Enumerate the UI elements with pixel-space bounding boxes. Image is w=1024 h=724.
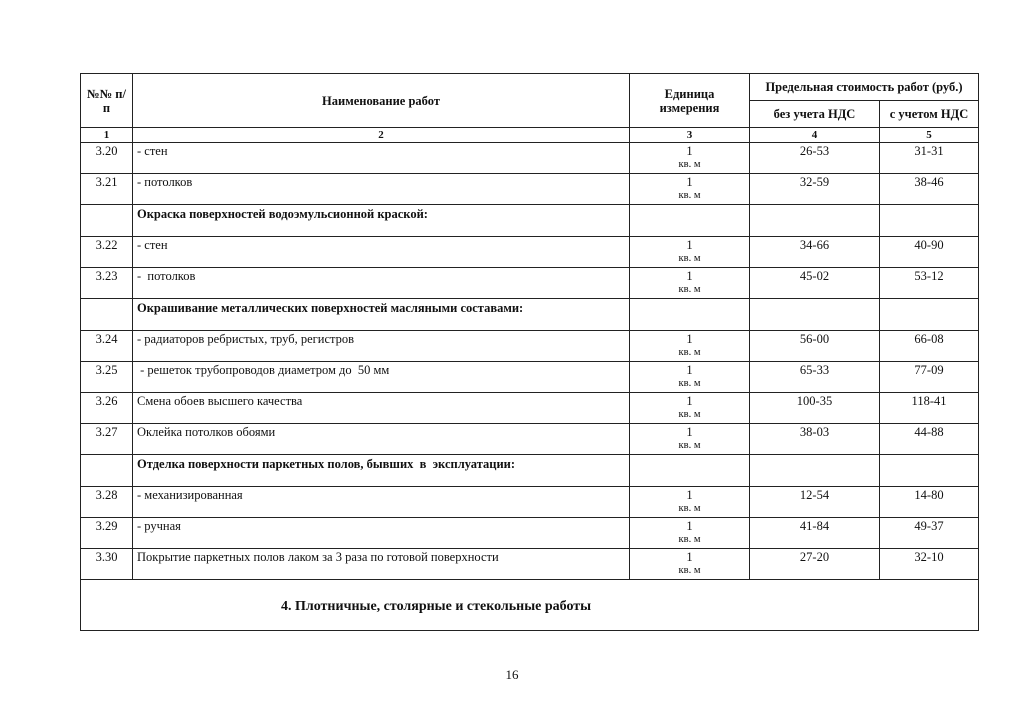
unit-qty: 1 <box>686 175 693 189</box>
table-row <box>81 174 979 205</box>
header-number-4: 4 <box>750 128 880 143</box>
row-number: 3.25 <box>81 362 133 393</box>
unit-qty: 1 <box>686 550 693 564</box>
price-without-vat: 56-00 <box>750 331 880 362</box>
price-without-vat: 100-35 <box>750 393 880 424</box>
unit-label: кв. м <box>678 534 701 545</box>
table-row <box>81 268 979 299</box>
header-name: Наименование работ <box>133 74 630 128</box>
table-row <box>81 143 979 174</box>
empty-cell <box>750 299 880 331</box>
price-with-vat: 14-80 <box>880 487 979 518</box>
unit-label: кв. м <box>678 284 701 295</box>
price-with-vat: 49-37 <box>880 518 979 549</box>
row-unit <box>630 331 750 362</box>
empty-cell <box>81 299 133 331</box>
row-name: - потолков <box>133 268 630 299</box>
row-unit <box>630 424 750 455</box>
section-row <box>81 205 979 237</box>
section-title: Окраска поверхностей водоэмульсионной краской: <box>133 205 630 237</box>
row-unit <box>630 174 750 205</box>
row-name: - потолков <box>133 174 630 205</box>
row-unit <box>630 362 750 393</box>
row-unit <box>630 549 750 580</box>
empty-cell <box>750 455 880 487</box>
unit-label: кв. м <box>678 159 701 170</box>
price-without-vat: 27-20 <box>750 549 880 580</box>
unit-label: кв. м <box>678 565 701 576</box>
table-row <box>81 518 979 549</box>
price-with-vat: 40-90 <box>880 237 979 268</box>
table-row <box>81 424 979 455</box>
table-row <box>81 237 979 268</box>
unit-label: кв. м <box>678 378 701 389</box>
row-unit <box>630 393 750 424</box>
page-number: 16 <box>505 667 519 682</box>
table-row <box>81 487 979 518</box>
empty-cell <box>880 205 979 237</box>
unit-label: кв. м <box>678 190 701 201</box>
row-unit <box>630 143 750 174</box>
row-unit <box>630 237 750 268</box>
header-with-vat: с учетом НДС <box>880 101 979 128</box>
row-name: - механизированная <box>133 487 630 518</box>
unit-label: кв. м <box>678 409 701 420</box>
row-number: 3.21 <box>81 174 133 205</box>
empty-cell <box>630 205 750 237</box>
price-with-vat: 118-41 <box>880 393 979 424</box>
unit-qty: 1 <box>686 363 693 377</box>
unit-label: кв. м <box>678 253 701 264</box>
row-number: 3.28 <box>81 487 133 518</box>
empty-cell <box>81 455 133 487</box>
price-with-vat: 31-31 <box>880 143 979 174</box>
row-unit <box>630 268 750 299</box>
row-number: 3.22 <box>81 237 133 268</box>
price-without-vat: 26-53 <box>750 143 880 174</box>
empty-cell <box>880 455 979 487</box>
row-name: - стен <box>133 143 630 174</box>
table-row <box>81 393 979 424</box>
section-row <box>81 299 979 331</box>
unit-label: кв. м <box>678 440 701 451</box>
price-without-vat: 12-54 <box>750 487 880 518</box>
empty-cell <box>750 205 880 237</box>
price-table <box>80 73 979 631</box>
price-with-vat: 53-12 <box>880 268 979 299</box>
price-with-vat: 66-08 <box>880 331 979 362</box>
unit-qty: 1 <box>686 519 693 533</box>
header-price: Предельная стоимость работ (руб.) <box>750 74 979 101</box>
row-number: 3.20 <box>81 143 133 174</box>
header-unit: Единица измерения <box>630 74 750 128</box>
empty-cell <box>81 205 133 237</box>
price-without-vat: 34-66 <box>750 237 880 268</box>
header-number-3: 3 <box>630 128 750 143</box>
row-number: 3.27 <box>81 424 133 455</box>
header-number-1: 1 <box>81 128 133 143</box>
price-with-vat: 38-46 <box>880 174 979 205</box>
section-title: Окрашивание металлических поверхностей масляными составами: <box>133 299 630 331</box>
unit-qty: 1 <box>686 144 693 158</box>
header-number-2: 2 <box>133 128 630 143</box>
table-body <box>81 143 979 631</box>
row-name: - решеток трубопроводов диаметром до 50 мм <box>133 362 630 393</box>
row-name: - стен <box>133 237 630 268</box>
row-name: Смена обоев высшего качества <box>133 393 630 424</box>
unit-qty: 1 <box>686 238 693 252</box>
price-with-vat: 32-10 <box>880 549 979 580</box>
empty-cell <box>630 455 750 487</box>
header-without-vat: без учета НДС <box>750 101 880 128</box>
price-with-vat: 44-88 <box>880 424 979 455</box>
unit-label: кв. м <box>678 347 701 358</box>
row-name: Оклейка потолков обоями <box>133 424 630 455</box>
header-num: №№ п/п <box>81 74 133 128</box>
empty-cell <box>630 299 750 331</box>
unit-qty: 1 <box>686 488 693 502</box>
unit-label: кв. м <box>678 503 701 514</box>
table-row <box>81 549 979 580</box>
price-without-vat: 45-02 <box>750 268 880 299</box>
price-without-vat: 41-84 <box>750 518 880 549</box>
unit-qty: 1 <box>686 332 693 346</box>
row-name: Покрытие паркетных полов лаком за 3 раза по готовой поверхности <box>133 549 630 580</box>
section-title: Отделка поверхности паркетных полов, бывших в эксплуатации: <box>133 455 630 487</box>
table-row <box>81 362 979 393</box>
price-with-vat: 77-09 <box>880 362 979 393</box>
section-heading: 4. Плотничные, столярные и стекольные работы <box>81 580 979 631</box>
section-row <box>81 455 979 487</box>
row-unit <box>630 518 750 549</box>
row-number: 3.24 <box>81 331 133 362</box>
empty-cell <box>880 299 979 331</box>
header-number-5: 5 <box>880 128 979 143</box>
row-unit <box>630 487 750 518</box>
unit-qty: 1 <box>686 394 693 408</box>
row-number: 3.30 <box>81 549 133 580</box>
table-row <box>81 331 979 362</box>
row-name: - радиаторов ребристых, труб, регистров <box>133 331 630 362</box>
final-heading-row <box>81 580 979 631</box>
row-name: - ручная <box>133 518 630 549</box>
row-number: 3.26 <box>81 393 133 424</box>
price-without-vat: 32-59 <box>750 174 880 205</box>
unit-qty: 1 <box>686 425 693 439</box>
row-number: 3.29 <box>81 518 133 549</box>
row-number: 3.23 <box>81 268 133 299</box>
price-without-vat: 65-33 <box>750 362 880 393</box>
price-without-vat: 38-03 <box>750 424 880 455</box>
unit-qty: 1 <box>686 269 693 283</box>
